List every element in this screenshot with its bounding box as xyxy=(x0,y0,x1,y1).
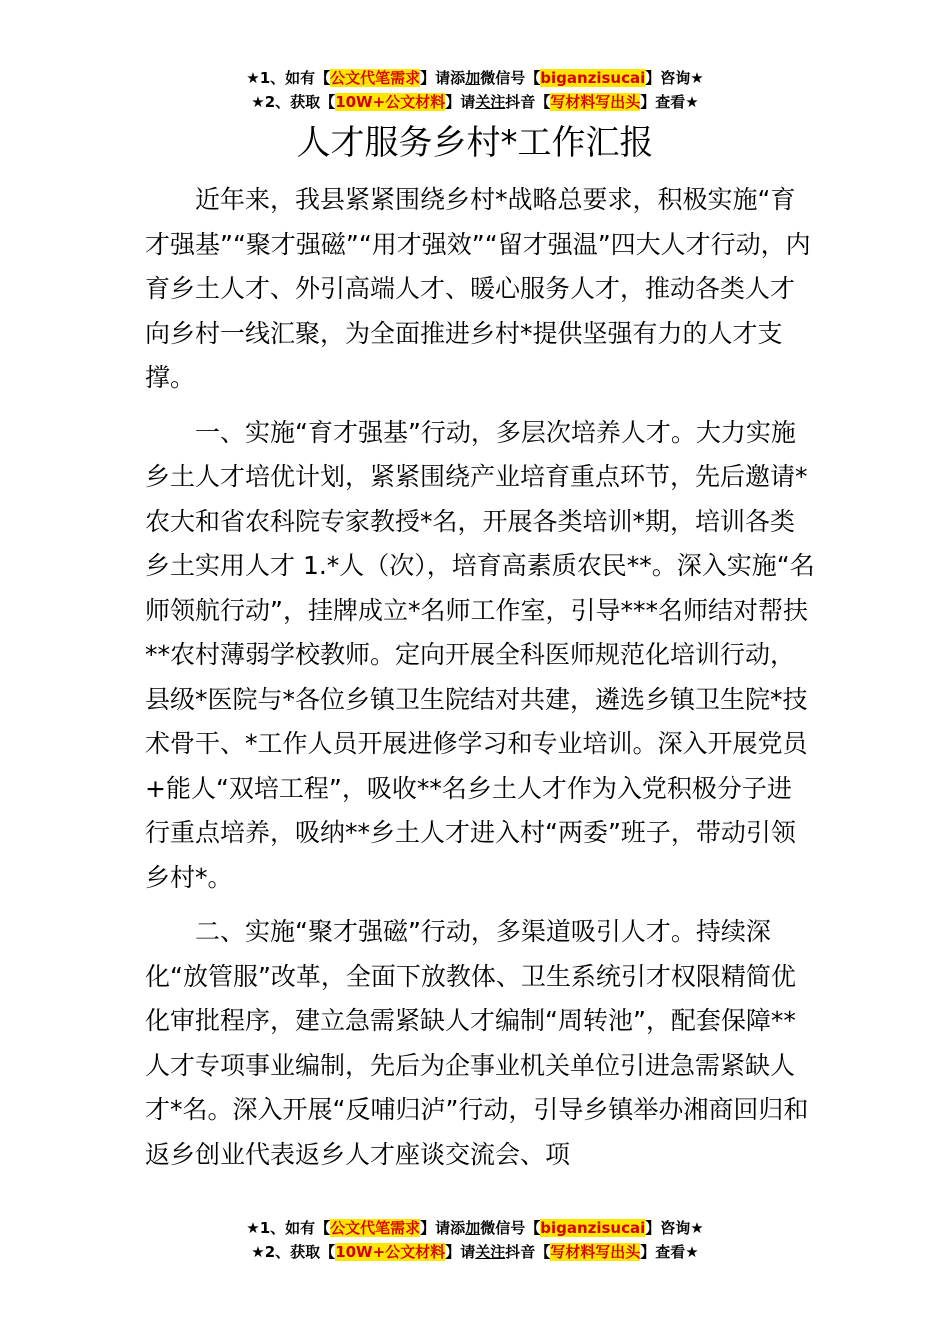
promo-text: 抖音【 xyxy=(505,93,551,111)
promo-text: ★2、获取【 xyxy=(251,1243,336,1261)
paragraph-intro: 近年来，我县紧紧围绕乡村*战略总要求，积极实施“育才强基”“聚才强磁”“用才强效”“留才强温”四大人才行动，内育乡土人才、外引高端人才、暖心服务人才，推动各类人才向乡村一线汇聚，为全面推进乡村*提供坚强有力的人才支撑。 xyxy=(145,185,811,392)
promo-text: 】请 xyxy=(445,93,476,111)
promo-line-1 xyxy=(0,66,950,90)
promo-line-1 xyxy=(0,1216,950,1240)
promo-highlight: 10W+公文材料 xyxy=(335,1243,446,1261)
promo-banner-top xyxy=(0,66,950,114)
promo-text: 】查看★ xyxy=(640,1243,699,1261)
promo-text: 】请添 xyxy=(420,1219,466,1237)
paragraph-section-1: 一、实施“育才强基”行动，多层次培养人才。大力实施乡土人才培优计划，紧紧围绕产业培育重点环节，先后邀请*农大和省农科院专家教授*名，开展各类培训*期，培训各类乡土实用人才 1.*人（次），培育高素质农民**。深入实施“名师领航行动”，挂牌成立*名师工作室，引导***名师结对帮扶**农村薄弱学校教师。定向开展全科医师规范化培训行动，县级*医院与*各位乡镇卫生院结对共建，遴选乡镇卫生院*技术骨干、*工作人员开展进修学习和专业培训。深入开展党员+能人“双培工程”，吸收**名乡土人才作为入党积极分子进行重点培养，吸纳**乡土人才进入村“两委”班子，带动引领乡村*。 xyxy=(145,417,815,892)
document-title: 人才服务乡村*工作汇报 xyxy=(296,123,654,163)
promo-underline: 加 xyxy=(465,1219,481,1237)
promo-highlight: 公文代笔需求 xyxy=(330,69,421,87)
promo-highlight: 写材料写出头 xyxy=(550,1243,641,1261)
promo-text: 】查看★ xyxy=(640,93,699,111)
promo-highlight: 写材料写出头 xyxy=(550,93,641,111)
promo-text: 】咨询★ xyxy=(645,69,704,87)
promo-banner-bottom xyxy=(0,1216,950,1264)
promo-text: 】请 xyxy=(445,1243,476,1261)
paragraph-section-2: 二、实施“聚才强磁”行动，多渠道吸引人才。持续深化“放管服”改革，全面下放教体、卫生系统引才权限精简优化审批程序，建立急需紧缺人才编制“周转池”，配套保障**人才专项事业编制，先后为企事业机关单位引进急需紧缺人才*名。深入开展“反哺归泸”行动，引导乡镇举办湘商回归和返乡创业代表返乡人才座谈交流会、项 xyxy=(145,917,809,1169)
promo-text: 】请添 xyxy=(420,69,466,87)
promo-text: 】咨询★ xyxy=(645,1219,704,1237)
promo-underline: 关注 xyxy=(475,93,506,111)
promo-text: 微信号【 xyxy=(480,69,541,87)
promo-wechat-id: biganzisucai xyxy=(540,1219,646,1237)
promo-highlight: 10W+公文材料 xyxy=(335,93,446,111)
promo-underline: 关注 xyxy=(475,1243,506,1261)
promo-text: ★2、获取【 xyxy=(251,93,336,111)
promo-line-2 xyxy=(0,90,950,114)
document-body xyxy=(145,178,815,1187)
promo-text: ★1、如有【 xyxy=(246,1219,331,1237)
promo-underline: 加 xyxy=(465,69,481,87)
promo-highlight: 公文代笔需求 xyxy=(330,1219,421,1237)
promo-text: 抖音【 xyxy=(505,1243,551,1261)
promo-text: ★1、如有【 xyxy=(246,69,331,87)
promo-wechat-id: biganzisucai xyxy=(540,69,646,87)
promo-text: 微信号【 xyxy=(480,1219,541,1237)
promo-line-2 xyxy=(0,1240,950,1264)
